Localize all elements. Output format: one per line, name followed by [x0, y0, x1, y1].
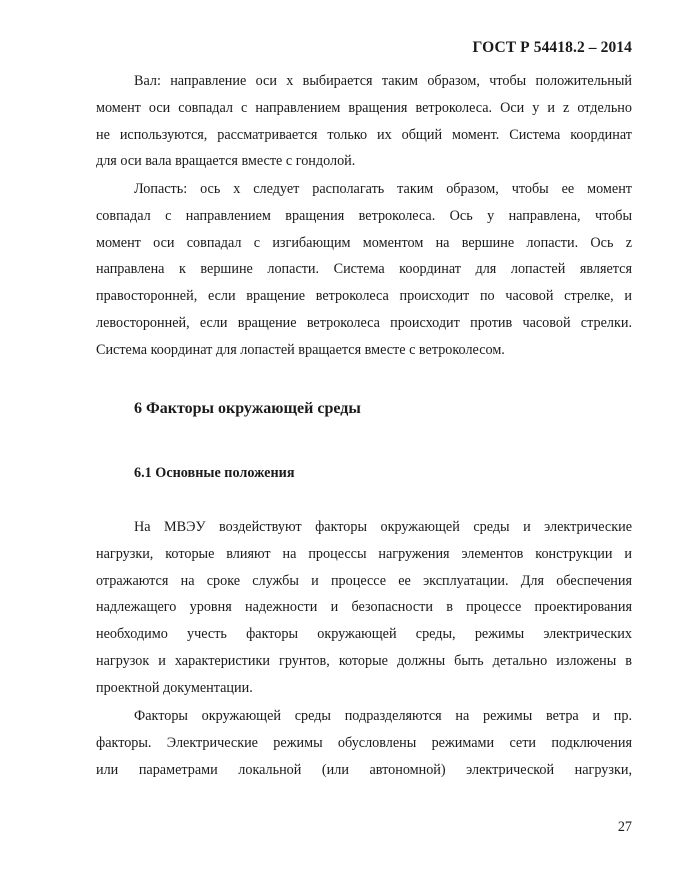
text-line: правосторонней, если вращение ветроколеса происходит по часовой стрелке, и: [96, 288, 632, 305]
text-line: для оси вала вращается вместе с гондолой.: [96, 153, 356, 170]
text-line: не используются, рассматривается только их общий момент. Система координат: [96, 126, 632, 143]
text-line: направлена к вершине лопасти. Система координат для лопастей является: [96, 261, 632, 278]
text-line: Лопасть: ось x следует располагать таким образом, чтобы ее момент: [134, 181, 632, 197]
paragraph-impact: [96, 514, 632, 702]
text-line: На МВЭУ воздействуют факторы окружающей среды и электрические: [134, 519, 632, 535]
text-line: необходимо учесть факторы окружающей среды, режимы электрических: [96, 626, 632, 643]
text-line: факторы. Электрические режимы обусловлены режимами сети подключения: [96, 734, 632, 751]
text-line: Факторы окружающей среды подразделяются на режимы ветра и пр.: [134, 708, 632, 724]
subsection-title: 6.1 Основные положения: [134, 465, 295, 481]
text-line: момент оси совпадал с направлением вращения ветроколеса. Оси y и z отдельно: [96, 99, 632, 116]
text-line: нагрузки, которые влияют на процессы нагружения элементов конструкции и: [96, 545, 632, 562]
text-line: Вал: направление оси x выбирается таким образом, чтобы положительный: [134, 73, 632, 89]
text-line: надлежащего уровня надежности и безопасности в процессе проектирования: [96, 599, 632, 616]
text-line: или параметрами локальной (или автономной) электрической нагрузки,: [96, 761, 632, 778]
text-line: Система координат для лопастей вращается вместе с ветроколесом.: [96, 341, 505, 358]
text-line: отражаются на сроке службы и процессе ее эксплуатации. Для обеспечения: [96, 572, 632, 589]
paragraph-blade: [96, 176, 632, 364]
text-line: нагрузок и характеристики грунтов, которые должны быть детально изложены в: [96, 652, 632, 669]
text-line: левосторонней, если вращение ветроколеса происходит против часовой стрелки.: [96, 314, 632, 331]
paragraph-shaft: [96, 68, 632, 175]
text-line: проектной документации.: [96, 679, 253, 696]
paragraph-factors: [96, 703, 632, 783]
text-line: момент оси совпадал с изгибающим моментом на вершине лопасти. Ось z: [96, 234, 632, 251]
page-number: 27: [617, 819, 632, 835]
text-line: совпадал с направлением вращения ветроколеса. Ось y направлена, чтобы: [96, 207, 632, 224]
section-title: 6 Факторы окружающей среды: [134, 400, 361, 417]
document-code-header: ГОСТ Р 54418.2 – 2014: [472, 39, 632, 56]
